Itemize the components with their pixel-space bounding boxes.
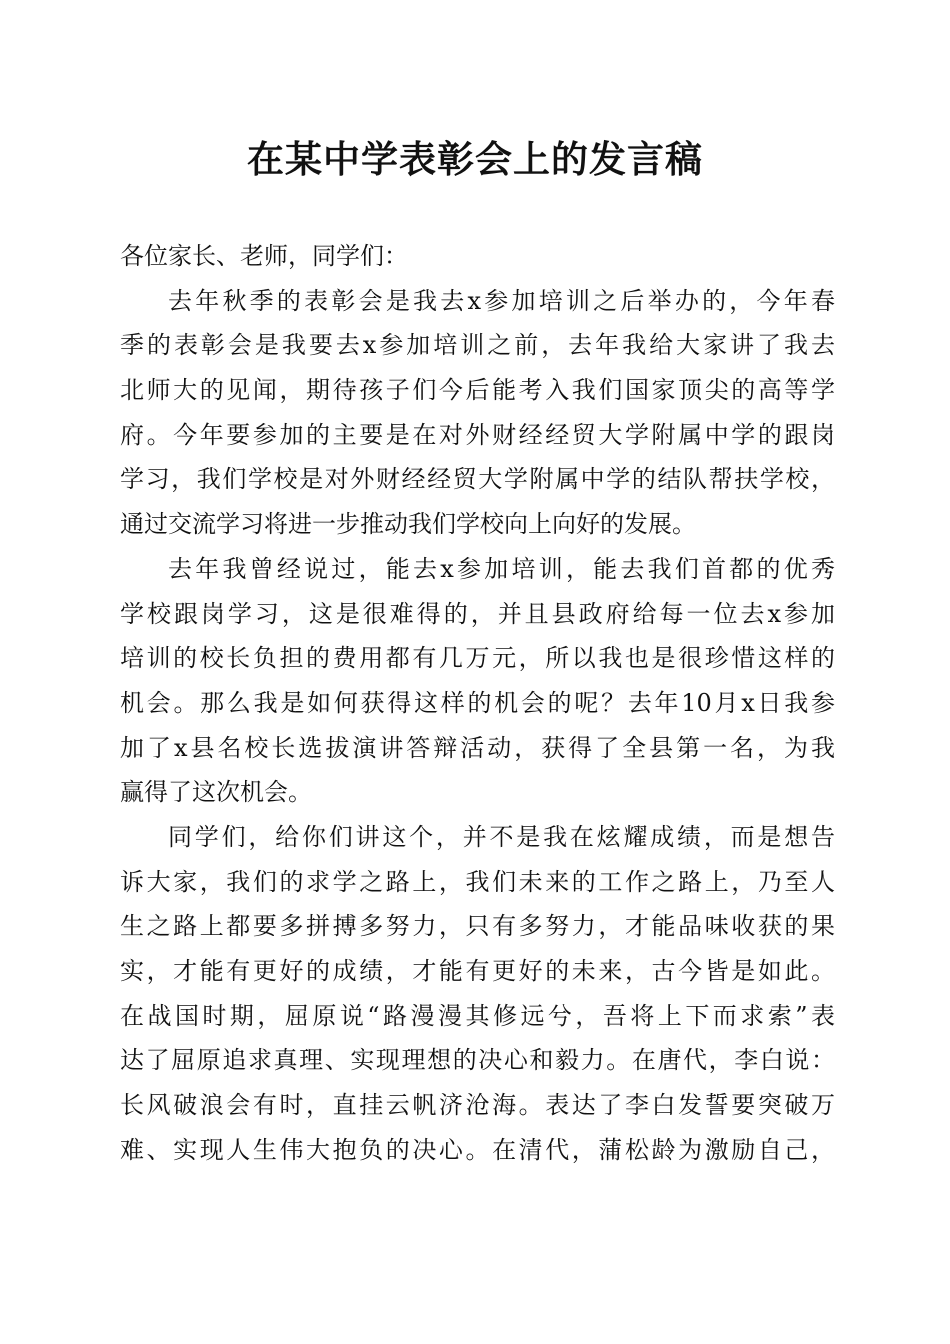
document-body	[120, 234, 835, 1172]
document-title: 在某中学表彰会上的发言稿	[247, 137, 703, 181]
body-line: 学校跟岗学习，这是很难得的，并且县政府给每一位去x参加	[120, 599, 835, 628]
body-line: 赢得了这次机会。	[120, 778, 312, 807]
body-line: 各位家长、老师，同学们：	[120, 242, 408, 270]
body-line: 难、实现人生伟大抱负的决心。在清代，蒲松龄为激励自己，	[120, 1135, 835, 1164]
body-line: 通过交流学习将进一步推动我们学校向上向好的发展。	[120, 510, 696, 539]
body-line: 诉大家，我们的求学之路上，我们未来的工作之路上，乃至人	[120, 867, 835, 896]
body-line: 实，才能有更好的成绩，才能有更好的未来，古今皆是如此。	[120, 957, 835, 985]
body-line: 在战国时期，屈原说“路漫漫其修远兮，吾将上下而求索”表	[120, 1001, 835, 1030]
body-line: 季的表彰会是我要去x参加培训之前，去年我给大家讲了我去	[120, 331, 835, 360]
body-line: 府。今年要参加的主要是在对外财经经贸大学附属中学的跟岗	[120, 420, 835, 449]
body-line: 加了x县名校长选拔演讲答辩活动，获得了全县第一名，为我	[120, 733, 835, 762]
body-line: 培训的校长负担的费用都有几万元，所以我也是很珍惜这样的	[120, 644, 835, 673]
body-line: 机会。那么我是如何获得这样的机会的呢？去年10月x日我参	[120, 688, 835, 717]
body-line: 达了屈原追求真理、实现理想的决心和毅力。在唐代，李白说：	[120, 1046, 835, 1075]
body-line: 同学们，给你们讲这个，并不是我在炫耀成绩，而是想告	[168, 822, 835, 851]
body-line: 学习，我们学校是对外财经经贸大学附属中学的结队帮扶学校，	[120, 465, 835, 494]
body-line: 去年秋季的表彰会是我去x参加培训之后举办的，今年春	[168, 286, 835, 315]
body-line: 长风破浪会有时，直挂云帆济沧海。表达了李白发誓要突破万	[120, 1091, 835, 1120]
body-line: 北师大的见闻，期待孩子们今后能考入我们国家顶尖的高等学	[120, 376, 835, 405]
body-line: 生之路上都要多拼搏多努力，只有多努力，才能品味收获的果	[120, 912, 835, 941]
body-line: 去年我曾经说过，能去x参加培训，能去我们首都的优秀	[168, 554, 835, 583]
